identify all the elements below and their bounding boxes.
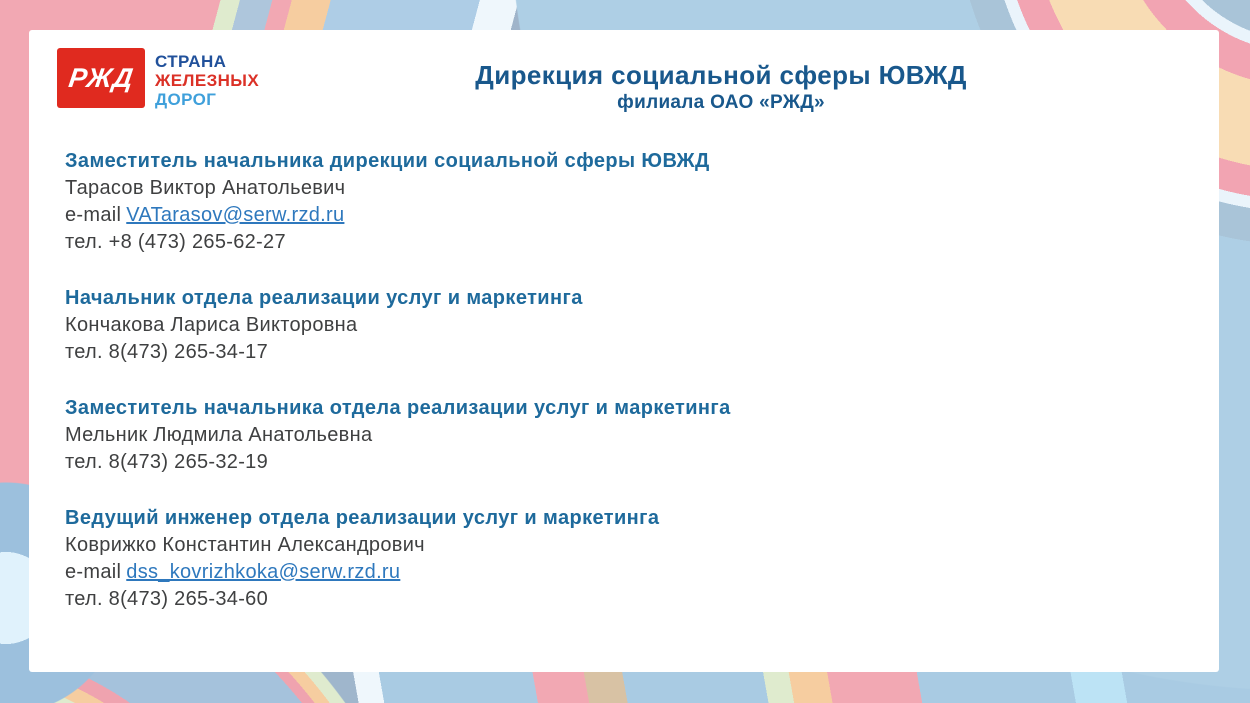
contact-email-row xyxy=(65,559,1183,586)
rzd-brand xyxy=(57,48,259,109)
tagline-line-1: СТРАНА xyxy=(155,52,227,71)
contact-position: Начальник отдела реализации услуг и маркетинга xyxy=(65,287,583,309)
contact-email-row xyxy=(65,202,1183,229)
contact-name: Мельник Людмила Анатольевна xyxy=(65,424,373,446)
contact-position: Заместитель начальника отдела реализации услуг и маркетинга xyxy=(65,397,731,419)
contact-card xyxy=(65,395,1183,476)
contact-card xyxy=(65,505,1183,613)
page-title: Дирекция социальной сферы ЮВЖД xyxy=(475,60,967,90)
contact-name: Тарасов Виктор Анатольевич xyxy=(65,177,346,199)
contact-phone: тел. +8 (473) 265-62-27 xyxy=(65,231,286,253)
rzd-logo-text: РЖД xyxy=(66,62,136,93)
contacts-list xyxy=(57,148,1183,613)
email-label: e-mail xyxy=(65,561,122,583)
content-panel xyxy=(29,30,1219,672)
contact-card xyxy=(65,148,1183,256)
brand-tagline xyxy=(155,48,259,109)
contact-phone: тел. 8(473) 265-32-19 xyxy=(65,451,269,473)
contact-phone: тел. 8(473) 265-34-17 xyxy=(65,341,269,363)
contact-position: Заместитель начальника дирекции социальной сферы ЮВЖД xyxy=(65,150,710,172)
contact-name: Кончакова Лариса Викторовна xyxy=(65,314,358,336)
contact-phone: тел. 8(473) 265-34-60 xyxy=(65,588,269,610)
page-subtitle: филиала ОАО «РЖД» xyxy=(617,92,825,113)
contact-card xyxy=(65,285,1183,366)
email-link[interactable]: dss_kovrizhkoka@serw.rzd.ru xyxy=(126,561,401,583)
email-link[interactable]: VATarasov@serw.rzd.ru xyxy=(126,204,345,226)
tagline-line-2: ЖЕЛЕЗНЫХ xyxy=(155,71,260,90)
tagline-line-3: ДОРОГ xyxy=(155,90,217,109)
slide-header xyxy=(57,48,1183,114)
title-block xyxy=(259,48,1183,114)
rzd-logo-icon xyxy=(57,48,145,108)
contact-name: Коврижко Константин Александрович xyxy=(65,534,425,556)
contact-position: Ведущий инженер отдела реализации услуг и маркетинга xyxy=(65,507,660,529)
email-label: e-mail xyxy=(65,204,122,226)
